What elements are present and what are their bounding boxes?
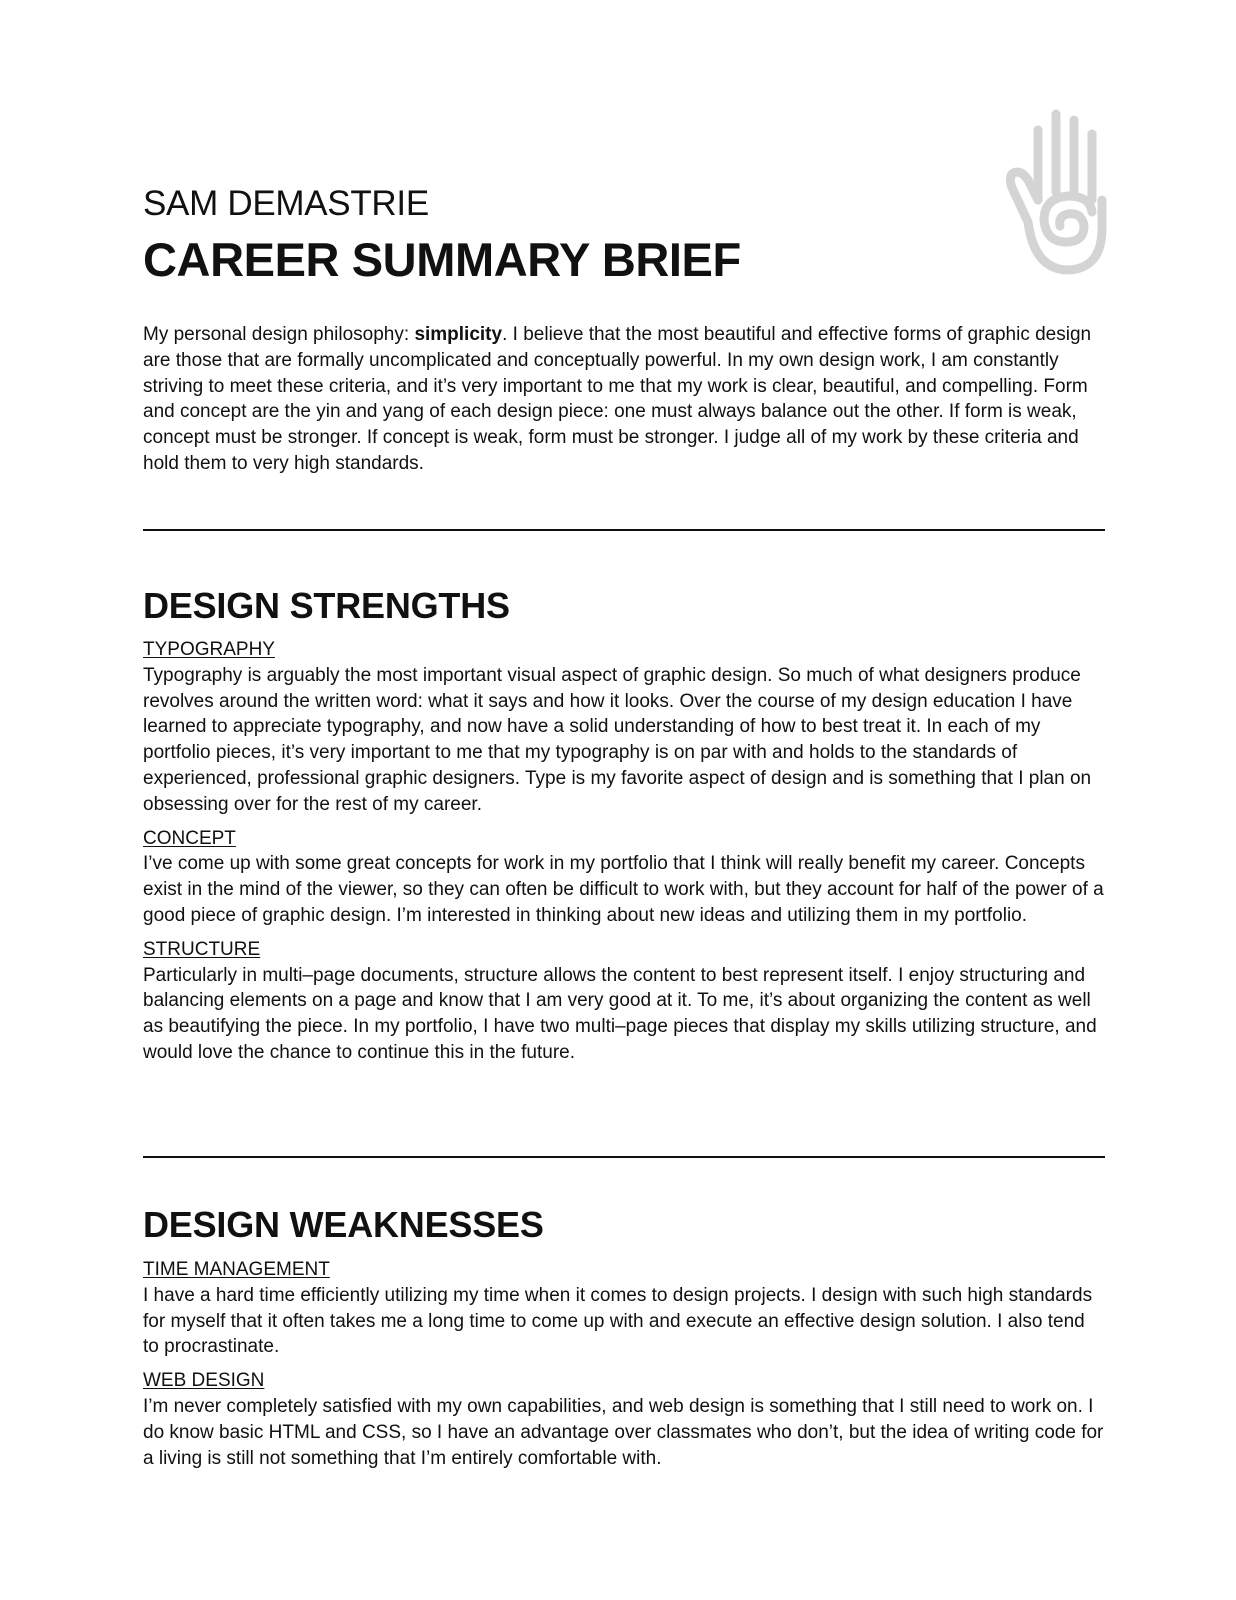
weakness-item-web-design: [143, 1368, 1105, 1471]
item-heading: TIME MANAGEMENT: [143, 1259, 330, 1280]
item-heading: STRUCTURE: [143, 938, 261, 960]
item-text: I have a hard time efficiently utilizing my time when it comes to design projects. I design with such high standards for myself that it often takes me a long time to come up with and execute an effective design solution. I also tend to procrastinate.: [143, 1284, 1093, 1358]
item-text: Particularly in multi–page documents, structure allows the content to best represent itself. I enjoy structuring and balancing elements on a page and know that I am very good at it. To me, it’s about organizing the content as well as beautifying the piece. In my portfolio, I have two multi–page pieces that display my skills utilizing structure, and would love the chance to continue this in the future.: [143, 964, 1097, 1063]
strengths-section: [143, 637, 1105, 1074]
intro-text-body: . I believe that the most beautiful and effective forms of graphic design are those that are formally uncomplicated and conceptually powerful. In my own design work, I am constantly striving to meet these criteria, and it’s very important to me that my work is clear, beautiful, and compelling. Form and concept are the yin and yang of each design piece: one must always balance out the other. If form is weak, concept must be stronger. If concept is weak, form must be stronger. I judge all of my work by these criteria and hold them to very high standards.: [143, 324, 1092, 474]
intro-emphasis: simplicity: [414, 324, 503, 345]
divider-rule: [143, 1156, 1105, 1158]
divider-rule: [143, 529, 1105, 531]
strengths-section-title: DESIGN STRENGTHS: [143, 585, 510, 626]
intro-text-lead: My personal design philosophy:: [143, 324, 415, 345]
item-text: I’m never completely satisfied with my own capabilities, and web design is something that I still need to work on. I do know basic HTML and CSS, so I have an advantage over classmates who don’t, but the idea of writing code for a living is still not something that I’m entirely comfortable with.: [143, 1395, 1104, 1469]
weakness-item-time-management: [143, 1257, 1105, 1360]
weaknesses-section-title: DESIGN WEAKNESSES: [143, 1204, 544, 1245]
item-heading: WEB DESIGN: [143, 1370, 265, 1392]
strength-item-typography: [143, 637, 1105, 818]
item-heading: CONCEPT: [143, 827, 236, 849]
weaknesses-section: [143, 1257, 1105, 1479]
item-text: I’ve come up with some great concepts for work in my portfolio that I think will really benefit my career. Concepts exist in the mind of the viewer, so they can often be difficult to work with, but they account for half of the power of a good piece of graphic design. I’m interested in thinking about new ideas and utilizing them in my portfolio.: [143, 853, 1104, 926]
author-name: SAM DEMASTRIE: [143, 184, 429, 223]
item-heading: TYPOGRAPHY: [143, 639, 275, 660]
strength-item-structure: [143, 937, 1105, 1066]
hand-spiral-icon: [1004, 108, 1108, 276]
intro-paragraph: [143, 322, 1105, 477]
item-text: Typography is arguably the most important visual aspect of graphic design. So much of what designers produce revolves around the written word: what it says and how it looks. Over the course of my design education I have learned to appreciate typography, and now have a solid understanding of how to best treat it. In each of my portfolio pieces, it’s very important to me that my typography is on par with and holds to the standards of experienced, professional graphic designers. Type is my favorite aspect of design and is something that I plan on obsessing over for the rest of my career.: [143, 664, 1092, 815]
strength-item-concept: [143, 826, 1105, 929]
document-title: CAREER SUMMARY BRIEF: [143, 233, 741, 286]
